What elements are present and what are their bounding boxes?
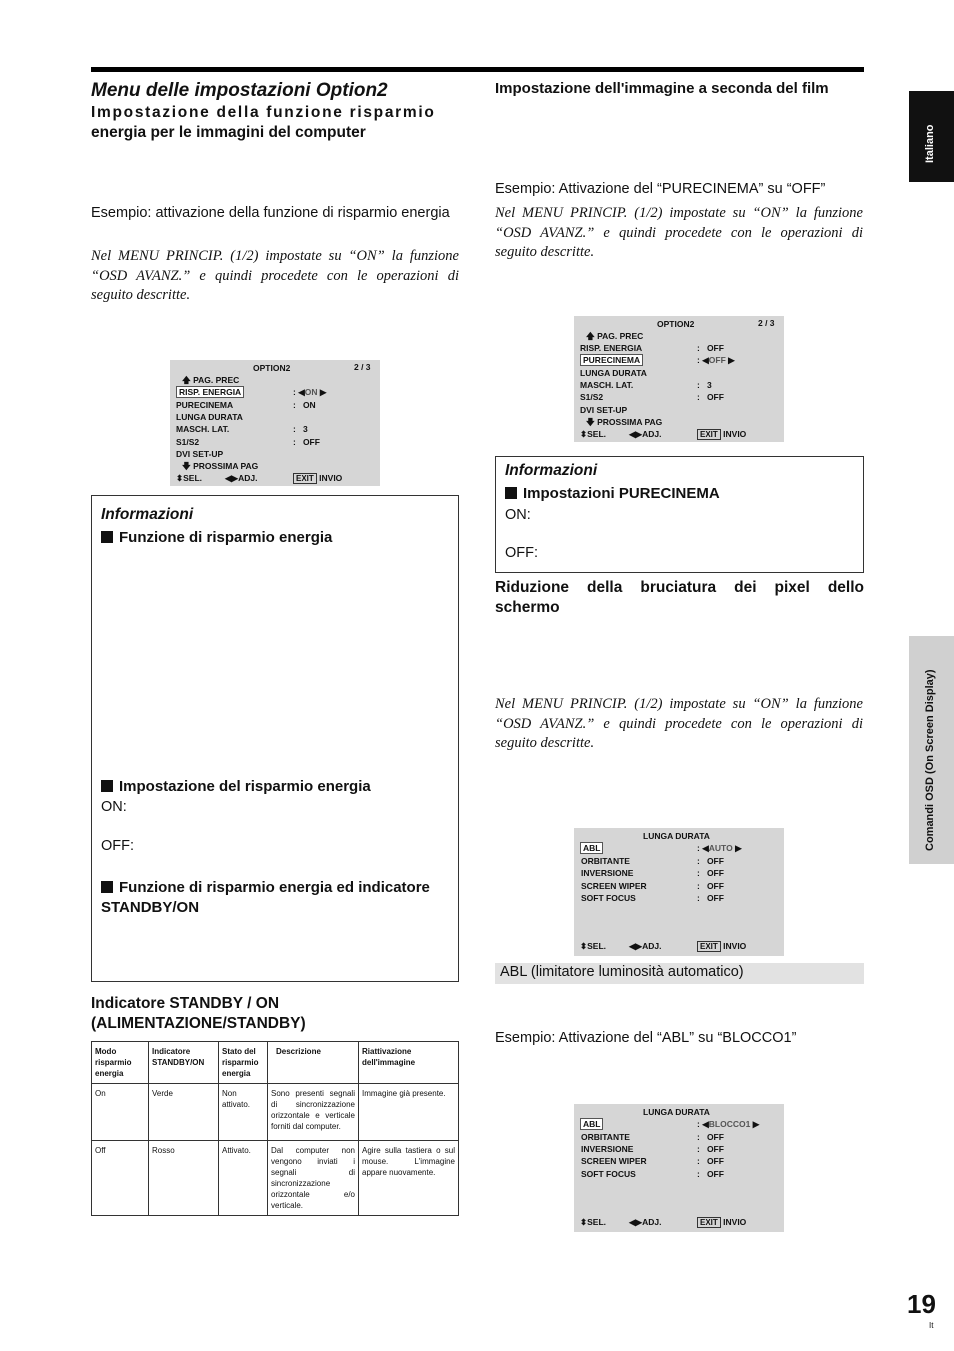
language-tab: Italiano bbox=[909, 91, 954, 182]
updown-icon: ⬍ bbox=[580, 429, 588, 439]
indicator-table: Modo risparmio energia Indicatore STANDBY/ON Stato del risparmio energia Descrizione Riattivazione dell'immagine On Verde Non attivato. Sono presenti segnali di sincronizzazione orizzontale e verticale forniti dal computer. Immagine già presente. Off Rosso Attivato. Dal computer non vengono inviati i segnali di sincronizzazione orizzontale e/o verticale. Agire sulla tastiera o sul mouse. L'immagine appare nuovamente. bbox=[91, 1041, 459, 1216]
right-example: Esempio: Attivazione del “PURECINEMA” su “OFF” bbox=[495, 181, 826, 197]
table-row: On Verde Non attivato. Sono presenti segnali di sincronizzazione orizzontale e verticale forniti dal computer. Immagine già presente. bbox=[92, 1084, 459, 1141]
right-instruction: Nel MENU PRINCIP. (1/2) impostate su “ON” la funzione “OSD AVANZ.” e quindi procedete con le operazioni di seguito descritte. bbox=[495, 205, 863, 260]
arrow-up-icon: 🡅 bbox=[182, 375, 191, 385]
triangle-right-icon: ▶ bbox=[728, 355, 735, 365]
bullet-square bbox=[101, 780, 113, 792]
leftright-icon: ◀▶ bbox=[629, 1217, 643, 1227]
pixel-instruction: Nel MENU PRINCIP. (1/2) impostate su “ON” la funzione “OSD AVANZ.” e quindi procedete con le operazioni di seguito descritte. bbox=[495, 696, 863, 751]
osd-menu-lunga-durata-a: LUNGA DURATA ABL : ◀AUTO ▶ ORBITANTE : OFF INVERSIONE : OFF SCREEN WIPER : OFF SOFT FOCUS : OFF ⬍SEL. ◀▶ADJ. EXIT INVIO bbox=[574, 828, 784, 956]
triangle-left-icon: ◀ bbox=[702, 355, 709, 365]
abl-label: ABL (limitatore luminosità automatico) bbox=[495, 963, 864, 984]
arrow-down-icon: 🡇 bbox=[586, 417, 595, 427]
arrow-up-icon: 🡅 bbox=[586, 331, 595, 341]
osd-header: OPTION2 bbox=[253, 363, 291, 373]
bullet-square bbox=[101, 531, 113, 543]
bullet-square bbox=[505, 487, 517, 499]
arrow-down-icon: 🡇 bbox=[182, 461, 191, 471]
page-number: 19 bbox=[907, 1289, 936, 1319]
updown-icon: ⬍ bbox=[580, 941, 588, 951]
osd-page: 2 / 3 bbox=[354, 362, 371, 372]
osd-menu-option2-a: OPTION2 2 / 3 🡅 PAG. PREC RISP. ENERGIA : ◀ON ▶ PURECINEMA : ON LUNGA DURATA MASCH. LAT. : 3 S1/S2 : OFF DVI SET-UP 🡇 PROSSIMA PAG ⬍SEL. ◀▶ADJ. EXIT INVIO bbox=[170, 360, 380, 486]
info-box-energy: Informazioni Funzione di risparmio energia Impostazione del risparmio energia ON: OFF: Funzione di risparmio energia ed indicatore STANDBY/ON bbox=[91, 495, 459, 982]
updown-icon: ⬍ bbox=[176, 473, 184, 483]
section-tab: Comandi OSD (On Screen Display) bbox=[909, 636, 954, 864]
right-heading: Impostazione dell'immagine a seconda del film bbox=[495, 80, 829, 97]
osd-menu-lunga-durata-b: LUNGA DURATA ABL : ◀BLOCCO1 ▶ ORBITANTE : OFF INVERSIONE : OFF SCREEN WIPER : OFF SOFT FOCUS : OFF ⬍SEL. ◀▶ADJ. EXIT INVIO bbox=[574, 1104, 784, 1232]
left-heading: Impostazione della funzione risparmio energia per le immagini del computer bbox=[91, 104, 436, 141]
top-rule bbox=[91, 67, 864, 72]
info-title: Informazioni bbox=[101, 506, 194, 523]
left-example: Esempio: attivazione della funzione di risparmio energia bbox=[91, 205, 450, 221]
info-box-purecinema: Informazioni Impostazioni PURECINEMA ON: OFF: bbox=[495, 456, 864, 573]
leftright-icon: ◀▶ bbox=[225, 473, 239, 483]
table-row: Off Rosso Attivato. Dal computer non vengono inviati i segnali di sincronizzazione orizzontale e/o verticale. Agire sulla tastiera o sul mouse. L'immagine appare nuovamente. bbox=[92, 1141, 459, 1216]
osd-row-label: RISP. ENERGIA bbox=[176, 386, 244, 398]
osd-prev: PAG. PREC bbox=[193, 375, 240, 385]
page-title: Menu delle impostazioni Option2 bbox=[91, 80, 388, 101]
abl-example: Esempio: Attivazione del “ABL” su “BLOCCO1” bbox=[495, 1030, 797, 1046]
triangle-left-icon: ◀ bbox=[702, 843, 709, 853]
left-instruction: Nel MENU PRINCIP. (1/2) impostate su “ON” la funzione “OSD AVANZ.” e quindi procedete con le operazioni di seguito descritte. bbox=[91, 248, 459, 303]
triangle-right-icon: ▶ bbox=[752, 1119, 760, 1129]
leftright-icon: ◀▶ bbox=[629, 941, 643, 951]
indicator-heading: Indicatore STANDBY / ON (ALIMENTAZIONE/STANDBY) bbox=[91, 995, 306, 1032]
triangle-right-icon: ▶ bbox=[319, 387, 327, 397]
updown-icon: ⬍ bbox=[580, 1217, 588, 1227]
lang-code: It bbox=[929, 1321, 934, 1330]
osd-menu-option2-b: OPTION2 2 / 3 🡅 PAG. PREC RISP. ENERGIA : OFF PURECINEMA : ◀OFF ▶ LUNGA DURATA MASCH. LAT. : 3 S1/S2 : OFF DVI SET-UP 🡇 PROSSIMA PAG ⬍SEL. ◀▶ADJ. EXIT INVIO bbox=[574, 316, 784, 442]
bullet-square bbox=[101, 881, 113, 893]
triangle-left-icon: ◀ bbox=[702, 1119, 709, 1129]
triangle-left-icon: ◀ bbox=[298, 387, 305, 397]
triangle-right-icon: ▶ bbox=[735, 843, 742, 853]
pixel-heading: Riduzione della bruciatura dei pixel dello schermo bbox=[495, 579, 864, 616]
leftright-icon: ◀▶ bbox=[629, 429, 643, 439]
